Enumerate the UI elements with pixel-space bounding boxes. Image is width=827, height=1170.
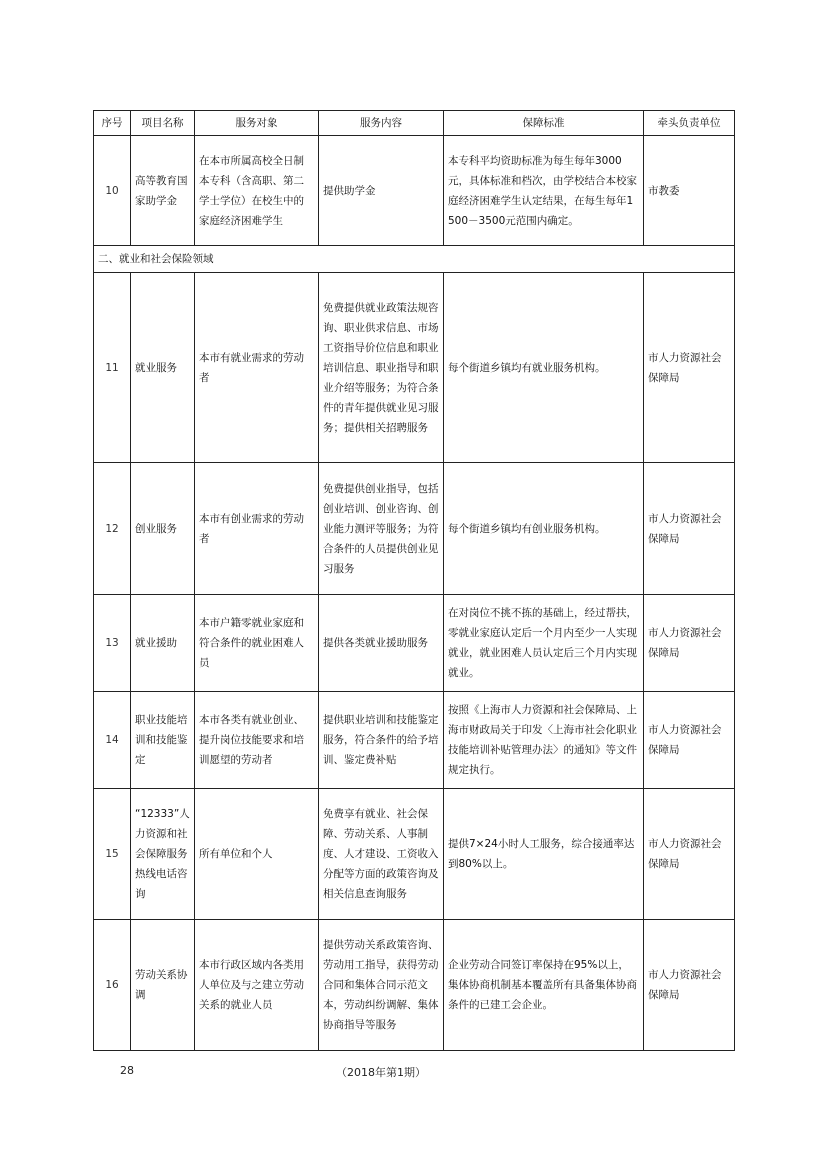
table-row bbox=[94, 463, 735, 595]
row-target: 在本市所属高校全日制本专科（含高职、第二学士学位）在校生中的家庭经济困难学生 bbox=[195, 136, 319, 246]
row-name: 劳动关系协调 bbox=[131, 920, 195, 1051]
section-row bbox=[94, 246, 735, 273]
row-target: 本市有创业需求的劳动者 bbox=[195, 463, 319, 595]
header-target: 服务对象 bbox=[195, 111, 319, 136]
row-name: 高等教育国家助学金 bbox=[131, 136, 195, 246]
row-index: 12 bbox=[94, 463, 131, 595]
section-title: 二、就业和社会保险领域 bbox=[94, 246, 735, 273]
header-content: 服务内容 bbox=[319, 111, 444, 136]
row-target: 本市有就业需求的劳动者 bbox=[195, 273, 319, 463]
row-name: 创业服务 bbox=[131, 463, 195, 595]
services-table bbox=[93, 110, 735, 1051]
row-index: 13 bbox=[94, 595, 131, 692]
row-standard: 本专科平均资助标准为每生每年3000元，具体标准和档次，由学校结合本校家庭经济困难学生认定结果，在每生每年1500－3500元范围内确定。 bbox=[444, 136, 644, 246]
table-row bbox=[94, 273, 735, 463]
row-name: 职业技能培训和技能鉴定 bbox=[131, 692, 195, 789]
row-content: 提供劳动关系政策咨询、劳动用工指导，获得劳动合同和集体合同示范文本，劳动纠纷调解、集体协商指导等服务 bbox=[319, 920, 444, 1051]
header-standard: 保障标准 bbox=[444, 111, 644, 136]
row-standard: 每个街道乡镇均有就业服务机构。 bbox=[444, 273, 644, 463]
row-index: 16 bbox=[94, 920, 131, 1051]
row-content: 提供各类就业援助服务 bbox=[319, 595, 444, 692]
row-dept: 市人力资源社会保障局 bbox=[644, 463, 735, 595]
row-content: 免费享有就业、社会保障、劳动关系、人事制度、人才建设、工资收入分配等方面的政策咨询及相关信息查询服务 bbox=[319, 789, 444, 920]
row-name: 就业服务 bbox=[131, 273, 195, 463]
row-target: 本市户籍零就业家庭和符合条件的就业困难人员 bbox=[195, 595, 319, 692]
row-target: 本市各类有就业创业、提升岗位技能要求和培训愿望的劳动者 bbox=[195, 692, 319, 789]
row-dept: 市教委 bbox=[644, 136, 735, 246]
row-name: 就业援助 bbox=[131, 595, 195, 692]
row-name: “12333”人力资源和社会保障服务热线电话咨询 bbox=[131, 789, 195, 920]
row-standard: 每个街道乡镇均有创业服务机构。 bbox=[444, 463, 644, 595]
page-number: 28 bbox=[120, 1064, 134, 1077]
row-standard: 按照《上海市人力资源和社会保障局、上海市财政局关于印发〈上海市社会化职业技能培训补贴管理办法〉的通知》等文件规定执行。 bbox=[444, 692, 644, 789]
row-index: 11 bbox=[94, 273, 131, 463]
row-index: 15 bbox=[94, 789, 131, 920]
header-index: 序号 bbox=[94, 111, 131, 136]
row-dept: 市人力资源社会保障局 bbox=[644, 692, 735, 789]
row-standard: 提供7×24小时人工服务，综合接通率达到80%以上。 bbox=[444, 789, 644, 920]
row-target: 所有单位和个人 bbox=[195, 789, 319, 920]
row-dept: 市人力资源社会保障局 bbox=[644, 789, 735, 920]
table-row bbox=[94, 595, 735, 692]
row-dept: 市人力资源社会保障局 bbox=[644, 273, 735, 463]
table-row bbox=[94, 136, 735, 246]
row-target: 本市行政区域内各类用人单位及与之建立劳动关系的就业人员 bbox=[195, 920, 319, 1051]
row-dept: 市人力资源社会保障局 bbox=[644, 920, 735, 1051]
row-content: 提供职业培训和技能鉴定服务，符合条件的给予培训、鉴定费补贴 bbox=[319, 692, 444, 789]
table-row bbox=[94, 920, 735, 1051]
row-content: 免费提供创业指导，包括创业培训、创业咨询、创业能力测评等服务；为符合条件的人员提供创业见习服务 bbox=[319, 463, 444, 595]
row-standard: 在对岗位不挑不拣的基础上，经过帮扶，零就业家庭认定后一个月内至少一人实现就业，就业困难人员认定后三个月内实现就业。 bbox=[444, 595, 644, 692]
row-standard: 企业劳动合同签订率保持在95%以上，集体协商机制基本覆盖所有具备集体协商条件的已建工会企业。 bbox=[444, 920, 644, 1051]
row-dept: 市人力资源社会保障局 bbox=[644, 595, 735, 692]
table-row bbox=[94, 692, 735, 789]
row-index: 14 bbox=[94, 692, 131, 789]
row-content: 免费提供就业政策法规咨询、职业供求信息、市场工资指导价位信息和职业培训信息、职业指导和职业介绍等服务；为符合条件的青年提供就业见习服务；提供相关招聘服务 bbox=[319, 273, 444, 463]
row-index: 10 bbox=[94, 136, 131, 246]
row-content: 提供助学金 bbox=[319, 136, 444, 246]
header-name: 项目名称 bbox=[131, 111, 195, 136]
header-dept: 牵头负责单位 bbox=[644, 111, 735, 136]
table-row bbox=[94, 789, 735, 920]
issue-label: （2018年第1期） bbox=[336, 1066, 426, 1079]
table-header-row bbox=[94, 111, 735, 136]
